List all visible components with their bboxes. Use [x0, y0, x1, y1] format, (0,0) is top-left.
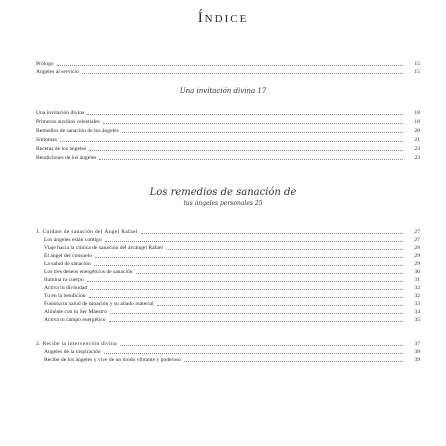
- toc-entry: [44, 348, 420, 356]
- toc-entry-page: 34: [414, 309, 420, 315]
- leader-dots: [99, 159, 403, 160]
- toc-entry-label: Ángeles de la inspiración: [44, 349, 101, 355]
- toc-chapter-entry: [36, 340, 420, 348]
- toc-entry-page: 32: [414, 293, 420, 299]
- leader-dots: [94, 265, 403, 266]
- toc-entry: [44, 284, 420, 292]
- toc-entry: [44, 316, 420, 324]
- toc-entry-label: Síntomas: [36, 137, 57, 143]
- toc-entry-page: 21: [414, 137, 420, 143]
- toc-entry: [36, 68, 420, 76]
- toc-entry-label: Remedios de sanación de los ángeles: [36, 128, 119, 134]
- toc-entry-label: Tu en la bendición: [44, 293, 86, 299]
- toc-entry-label: Los tres deseos energéticos de sanación: [44, 269, 133, 275]
- toc-entry: [44, 260, 420, 268]
- leader-dots: [87, 114, 403, 115]
- section-heading-title: Los remedios de sanación de: [149, 187, 297, 198]
- leader-dots: [89, 150, 403, 151]
- toc-entry-label: 1. Cuídate de sanación del Ángel Rafael: [36, 229, 138, 235]
- toc-entry: [36, 109, 420, 117]
- toc-entry: [44, 292, 420, 300]
- toc-entry-page: 27: [414, 229, 420, 235]
- toc-entry-page: 23: [414, 155, 420, 161]
- leader-dots: [89, 297, 403, 298]
- leader-dots: [60, 141, 403, 142]
- leader-dots: [110, 313, 403, 314]
- toc-entry: [44, 300, 420, 308]
- toc-entry-page: 35: [414, 317, 420, 323]
- toc-entry-label: Fusiona tu salud de sanación y su aliado material: [44, 301, 154, 307]
- section-heading: Una invitación divina 17: [179, 87, 267, 95]
- toc-entry: [36, 145, 420, 153]
- toc-entry: [44, 276, 420, 284]
- leader-dots: [87, 281, 403, 282]
- toc-chapter-entry: [36, 228, 420, 236]
- section-heading: [0, 188, 446, 209]
- toc-entry-page: 38: [414, 349, 420, 355]
- toc-entry-page: 29: [414, 261, 420, 267]
- leader-dots: [104, 353, 403, 354]
- leader-dots: [95, 257, 403, 258]
- toc-entry-label: Bendiciones de los ángeles: [36, 155, 97, 161]
- toc-entry-label: Prólogo: [36, 61, 54, 67]
- toc-entry: [44, 252, 420, 260]
- toc-entry: [44, 236, 420, 244]
- toc-entry: [36, 127, 420, 135]
- leader-dots: [105, 241, 403, 242]
- toc-entry-label: Ilumina tu cuerpo: [44, 277, 84, 283]
- leader-dots: [184, 361, 403, 362]
- toc-entry-page: 31: [414, 277, 420, 283]
- toc-entry-page: 15: [414, 61, 420, 67]
- section-heading-subtitle: tus ángeles personales 25: [183, 200, 263, 207]
- toc-entry-label: Recetas de los ángeles: [36, 146, 87, 152]
- toc-entry: [36, 154, 420, 162]
- leader-dots: [57, 65, 403, 66]
- toc-entry-label: Viaje hacia la clínica de sanación del arcángel Rafael: [44, 245, 163, 251]
- leader-dots: [166, 249, 403, 250]
- toc-entry-label: El ángel del consuelo: [44, 253, 92, 259]
- leader-dots: [141, 233, 403, 234]
- toc-entry: [36, 118, 420, 126]
- toc-entry-label: Alinéate con tu Ser Maestro: [44, 309, 107, 315]
- toc-entry-label: Ángeles al servicio: [36, 69, 79, 75]
- toc-entry-page: 30: [414, 269, 420, 275]
- toc-entry: [44, 244, 420, 252]
- toc-entry-page: 33: [414, 301, 420, 307]
- leader-dots: [103, 123, 403, 124]
- toc-entry-page: 18: [414, 110, 420, 116]
- index-title: Índice: [197, 10, 249, 26]
- leader-dots: [90, 289, 403, 290]
- toc-entry: [36, 60, 420, 68]
- toc-entry-label: Primeros auxilios celestiales: [36, 119, 100, 125]
- toc-entry-page: 18: [414, 119, 420, 125]
- toc-entry-label: Activa tu divinidad: [44, 285, 88, 291]
- toc-entry-page: 23: [414, 146, 420, 152]
- toc-entry-label: Los ángeles están contigo: [44, 237, 102, 243]
- toc-entry-page: 15: [414, 69, 420, 75]
- toc-entry-label: Activa tu campo energético: [44, 317, 106, 323]
- toc-entry: [44, 268, 420, 276]
- toc-entry-label: Una invitación divina: [36, 110, 85, 116]
- leader-dots: [109, 321, 403, 322]
- leader-dots: [136, 273, 403, 274]
- leader-dots: [157, 305, 403, 306]
- leader-dots: [120, 345, 403, 346]
- toc-entry-label: La salud de sanación: [44, 261, 91, 267]
- toc-entry-page: 32: [414, 285, 420, 291]
- toc-entry-page: 37: [414, 341, 420, 347]
- toc-entry-label: Recibe de los ángeles y vive de un modo vibrante y poderoso: [44, 357, 182, 363]
- toc-entry-page: 20: [414, 128, 420, 134]
- toc-entry: [44, 356, 420, 364]
- toc-entry-label: 2. Recibe la intervención divina: [36, 341, 117, 347]
- toc-entry-page: 28: [414, 245, 420, 251]
- toc-entry-page: 29: [414, 253, 420, 259]
- leader-dots: [82, 73, 403, 74]
- toc-entry-page: 27: [414, 237, 420, 243]
- toc-entry: [36, 136, 420, 144]
- toc-entry: [44, 308, 420, 316]
- leader-dots: [122, 132, 403, 133]
- toc-entry-page: 39: [414, 357, 420, 363]
